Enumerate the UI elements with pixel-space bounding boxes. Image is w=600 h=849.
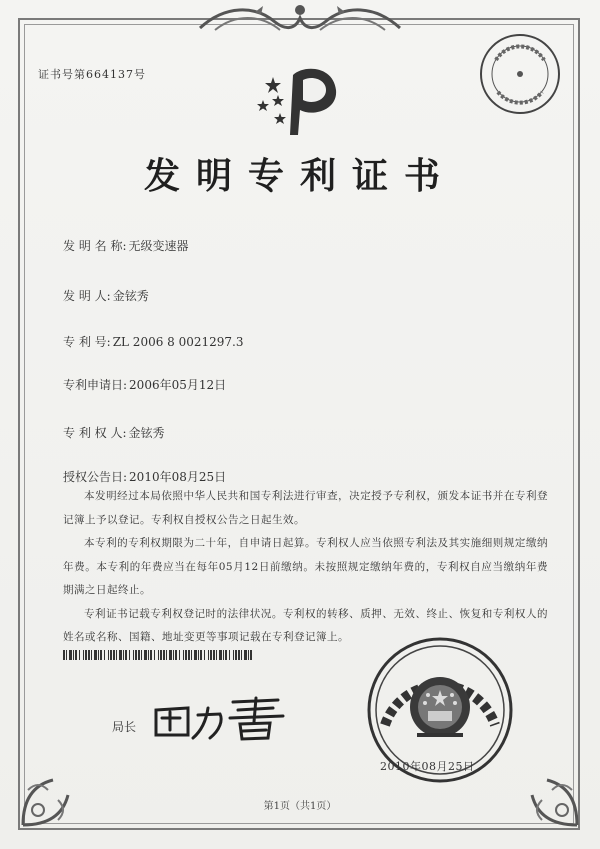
field-value: ZL 2006 8 0021297.3 (112, 335, 244, 349)
barcode-bar (148, 650, 149, 660)
barcode-bar (233, 650, 234, 660)
barcode-bar (248, 650, 249, 660)
barcode-bar (204, 650, 205, 660)
barcode-bar (191, 650, 192, 660)
barcode-bar (133, 650, 134, 660)
page-number: 第1页（共1页） (263, 801, 337, 812)
barcode-bar (138, 650, 140, 660)
director-label: 局长 (112, 720, 137, 734)
barcode-bar (175, 650, 177, 660)
barcode-bar (244, 650, 247, 660)
field-value: 2010年08月25日 (129, 470, 227, 484)
barcode-bar (223, 650, 224, 660)
field-label: 专 利 号: (63, 335, 111, 349)
barcode-bar (113, 650, 115, 660)
certificate-title: 发明专利证书 (143, 155, 456, 197)
barcode-bar (173, 650, 174, 660)
barcode-bar (166, 650, 167, 660)
barcode-bar (194, 650, 197, 660)
barcode-bar (198, 650, 199, 660)
barcode-bar (185, 650, 187, 660)
seal-date: 2010年08月25日 (380, 760, 475, 773)
barcode-bar (98, 650, 99, 660)
barcode-bar (69, 650, 72, 660)
field-label: 授权公告日: (63, 470, 128, 484)
barcode-bar (141, 650, 142, 660)
barcode-bar (125, 650, 127, 660)
barcode-bar (91, 650, 92, 660)
barcode-bar (238, 650, 240, 660)
field-value: 2006年05月12日 (129, 378, 227, 392)
field-value: 金铉秀 (112, 289, 149, 303)
barcode-bar (73, 650, 74, 660)
barcode-bar (235, 650, 237, 660)
barcode-bar (219, 650, 222, 660)
barcode-bar (108, 650, 109, 660)
barcode-bar (75, 650, 77, 660)
field-inventor (63, 287, 149, 304)
barcode-bar (158, 650, 159, 660)
field-value: 金铉秀 (128, 426, 165, 440)
corner-ornament-bottom-left (18, 760, 88, 830)
field-label: 发 明 名 称: (63, 239, 127, 253)
barcode-bar (200, 650, 202, 660)
barcode-bar (100, 650, 102, 660)
paragraph: 专利证书记载专利权登记时的法律状况。专利权的转移、质押、无效、终止、恢复和专利权人的姓名或名称、国籍、地址变更等事项记载在专利登记簿上。 (63, 607, 548, 643)
barcode-bar (216, 650, 217, 660)
barcode-bar (241, 650, 242, 660)
barcode-bar (144, 650, 147, 660)
corner-ornament-bottom-right (512, 760, 582, 830)
field-label: 专利申请日: (63, 378, 128, 392)
field-label: 发 明 人: (63, 289, 111, 303)
barcode-bar (163, 650, 165, 660)
field-application-date (63, 376, 226, 393)
barcode-bar (179, 650, 180, 660)
top-ornament (195, 0, 405, 36)
registration-stamp (478, 32, 562, 116)
barcode-bar (135, 650, 137, 660)
barcode-bar (229, 650, 230, 660)
barcode-bar (116, 650, 117, 660)
certificate-number: 证书号第664137号 (38, 68, 146, 81)
barcode-bar (83, 650, 84, 660)
barcode-bar (63, 650, 65, 660)
barcode-bar (183, 650, 184, 660)
barcode-bar (79, 650, 80, 660)
barcode-bar (66, 650, 67, 660)
barcode-bar (88, 650, 90, 660)
field-patent-number (63, 333, 244, 350)
barcode-bar (110, 650, 112, 660)
barcode-bar (169, 650, 172, 660)
barcode-bar (160, 650, 162, 660)
patent-office-emblem (248, 55, 348, 140)
barcode-bar (119, 650, 122, 660)
paragraph: 本专利的专利权期限为二十年，自申请日起算。专利权人应当依照专利法及其实施细则规定缴纳年费。本专利的年费应当在每年05月12日前缴纳。未按照规定缴纳年费的，专利权自应当缴纳年费期满之日起终止。 (63, 537, 548, 596)
barcode-bar (150, 650, 152, 660)
field-patentee (63, 424, 165, 441)
certificate-body (63, 485, 548, 650)
field-invention-name (63, 237, 189, 254)
field-grant-date (63, 468, 226, 485)
barcode-bar (154, 650, 155, 660)
paragraph: 本发明经过本局依照中华人民共和国专利法进行审查，决定授予专利权，颁发本证书并在专利登记簿上予以登记。专利权自授权公告之日起生效。 (63, 490, 548, 526)
barcode-bar (225, 650, 227, 660)
barcode-bar (129, 650, 130, 660)
barcode-bar (94, 650, 97, 660)
field-value: 无级变速器 (128, 239, 189, 253)
field-label: 专 利 权 人: (63, 426, 127, 440)
barcode-bar (208, 650, 209, 660)
barcode-bar (85, 650, 87, 660)
barcode-bar (188, 650, 190, 660)
barcode-bar (104, 650, 105, 660)
barcode (63, 650, 253, 660)
barcode-bar (250, 650, 252, 660)
barcode-bar (123, 650, 124, 660)
director-signature (148, 690, 298, 745)
barcode-bar (213, 650, 215, 660)
barcode-bar (210, 650, 212, 660)
